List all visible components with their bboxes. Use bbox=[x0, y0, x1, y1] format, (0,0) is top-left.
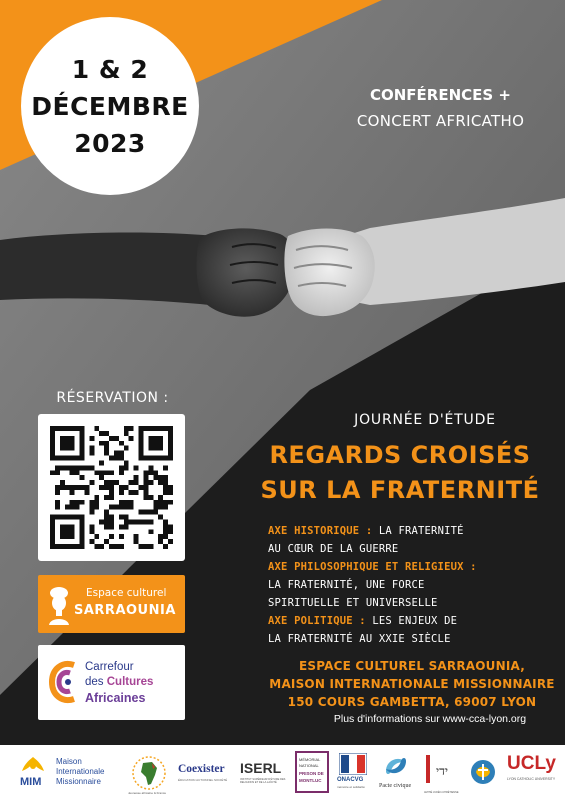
qr-module bbox=[94, 505, 99, 510]
qr-module bbox=[60, 524, 75, 539]
axis-value: AU CŒUR DE LA GUERRE bbox=[268, 543, 399, 555]
qr-module bbox=[124, 500, 129, 505]
qr-module bbox=[168, 485, 173, 490]
carrefour-line2 bbox=[85, 676, 153, 688]
qr-module bbox=[60, 436, 75, 451]
ucly-name: UCLy bbox=[507, 753, 556, 774]
qr-module bbox=[124, 431, 129, 436]
mim-line1: Maison bbox=[56, 757, 82, 766]
qr-module bbox=[114, 505, 119, 510]
qr-module bbox=[119, 456, 124, 461]
partner-cross-circle bbox=[468, 745, 498, 800]
headline-conferences: CONFÉRENCES + bbox=[369, 86, 511, 104]
qr-module bbox=[70, 485, 75, 490]
sarraounia-logo bbox=[38, 575, 185, 633]
event-title-line1: REGARDS CROISÉS bbox=[269, 441, 531, 469]
qr-module bbox=[143, 544, 148, 549]
qr-module bbox=[65, 485, 70, 490]
qr-module bbox=[89, 446, 94, 451]
qr-module bbox=[153, 470, 158, 475]
axis-line bbox=[268, 630, 558, 648]
ucly-sub: LYON CATHOLIC UNIVERSITY bbox=[507, 777, 556, 781]
qr-module bbox=[109, 534, 114, 539]
axis-line bbox=[268, 540, 558, 558]
qr-module bbox=[104, 519, 109, 524]
qr-module bbox=[139, 519, 144, 524]
qr-module bbox=[104, 524, 109, 529]
qr-module bbox=[119, 490, 124, 495]
qr-module bbox=[104, 431, 109, 436]
qr-module bbox=[129, 519, 134, 524]
iserl-sub: INSTITUT SUPÉRIEUR D'ÉTUDE DES RELIGIONS ET DE LA LAÏCITÉ bbox=[240, 778, 286, 785]
qr-module bbox=[104, 451, 109, 456]
axis-line bbox=[268, 594, 558, 612]
qr-module bbox=[143, 510, 148, 515]
qr-module bbox=[84, 490, 89, 495]
mim-line2: Internationale bbox=[56, 767, 105, 776]
amitie-logo-icon bbox=[424, 751, 462, 791]
qr-module bbox=[104, 485, 109, 490]
mim-line3: Missionnaire bbox=[56, 777, 101, 786]
qr-module bbox=[104, 480, 109, 485]
qr-module bbox=[148, 529, 153, 534]
axis-key: AXE POLITIQUE : bbox=[268, 615, 366, 627]
qr-module bbox=[119, 500, 124, 505]
qr-module bbox=[94, 426, 99, 431]
qr-module bbox=[99, 431, 104, 436]
qr-module bbox=[119, 515, 124, 520]
qr-module bbox=[55, 500, 60, 505]
qr-module bbox=[109, 495, 114, 500]
partner-pacte-civique bbox=[375, 745, 419, 800]
qr-module bbox=[114, 544, 119, 549]
qr-module bbox=[163, 485, 168, 490]
qr-module bbox=[153, 505, 158, 510]
qr-module bbox=[109, 436, 114, 441]
axis-line bbox=[268, 558, 558, 576]
qr-module bbox=[124, 426, 129, 431]
africa-map-icon bbox=[132, 755, 166, 791]
qr-module bbox=[143, 490, 148, 495]
qr-module bbox=[168, 500, 173, 505]
date-badge bbox=[21, 17, 199, 195]
jeunesse-text: Jeunesse africaine & France bbox=[128, 791, 167, 795]
qr-module bbox=[119, 534, 124, 539]
qr-module bbox=[119, 451, 124, 456]
partner-amitie bbox=[422, 745, 464, 800]
qr-module bbox=[60, 480, 65, 485]
sarraounia-line2: SARRAOUNIA bbox=[74, 603, 176, 618]
qr-module bbox=[70, 470, 75, 475]
pacte-civique-name: Pacte civique bbox=[379, 783, 412, 789]
qr-module bbox=[163, 529, 168, 534]
qr-module bbox=[99, 519, 104, 524]
qr-module bbox=[148, 436, 163, 451]
qr-module bbox=[129, 426, 134, 431]
qr-module bbox=[163, 500, 168, 505]
qr-module bbox=[134, 490, 139, 495]
qr-module bbox=[134, 465, 139, 470]
pacte-civique-icon bbox=[381, 751, 411, 781]
qr-module bbox=[89, 500, 94, 505]
qr-module bbox=[124, 465, 129, 470]
qr-module bbox=[163, 544, 168, 549]
qr-module bbox=[114, 456, 119, 461]
event-title bbox=[240, 438, 560, 508]
qr-module bbox=[109, 456, 114, 461]
partner-mim bbox=[18, 745, 118, 800]
qr-module bbox=[109, 490, 114, 495]
qr-module bbox=[129, 500, 134, 505]
onacvg-name: ONACVG bbox=[337, 777, 364, 783]
qr-module bbox=[158, 515, 163, 520]
qr-module bbox=[158, 534, 163, 539]
qr-module bbox=[129, 436, 134, 441]
qr-module bbox=[94, 534, 99, 539]
reservation-label: RÉSERVATION : bbox=[56, 390, 169, 406]
partner-ucly bbox=[503, 745, 561, 800]
date-days: 1 & 2 bbox=[71, 54, 149, 84]
qr-module bbox=[80, 485, 85, 490]
qr-module bbox=[158, 480, 163, 485]
qr-module bbox=[158, 539, 163, 544]
qr-module bbox=[94, 495, 99, 500]
qr-module bbox=[158, 475, 163, 480]
qr-module bbox=[75, 465, 80, 470]
carrefour-line2-b: Cultures bbox=[106, 676, 154, 688]
qr-module bbox=[143, 495, 148, 500]
event-headline bbox=[318, 82, 563, 134]
cross-globe-icon bbox=[470, 759, 496, 785]
qr-module bbox=[89, 510, 94, 515]
qr-module bbox=[153, 500, 158, 505]
qr-module bbox=[80, 465, 85, 470]
qr-module bbox=[134, 534, 139, 539]
sarraounia-line1: Espace culturel bbox=[86, 587, 167, 599]
qr-module bbox=[124, 515, 129, 520]
woman-head-icon bbox=[46, 585, 72, 625]
axis-value: SPIRITUELLE ET UNIVERSELLE bbox=[268, 597, 438, 609]
qr-module bbox=[114, 451, 119, 456]
qr-module bbox=[55, 470, 60, 475]
montluc-line2: NATIONAL bbox=[299, 763, 319, 768]
qr-module bbox=[129, 505, 134, 510]
qr-module bbox=[99, 475, 104, 480]
qr-module bbox=[109, 515, 114, 520]
qr-module bbox=[163, 505, 168, 510]
headline-concert: CONCERT AFRICATHO bbox=[356, 112, 525, 130]
coexister-sub: ÉDUCATION ACTIONNEL SOCIÉTÉ bbox=[178, 778, 228, 782]
axis-value: LA FRATERNITÉ AU XXIE SIÈCLE bbox=[268, 633, 451, 645]
qr-module bbox=[55, 485, 60, 490]
date-month: DÉCEMBRE bbox=[31, 91, 189, 121]
qr-module bbox=[129, 490, 134, 495]
qr-module bbox=[148, 544, 153, 549]
qr-module bbox=[89, 480, 94, 485]
qr-module bbox=[104, 446, 109, 451]
qr-module bbox=[148, 470, 153, 475]
qr-module bbox=[94, 544, 99, 549]
qr-module bbox=[134, 475, 139, 480]
axis-line bbox=[268, 612, 558, 630]
onacvg-logo-icon bbox=[339, 753, 367, 775]
qr-module bbox=[148, 480, 153, 485]
qr-module bbox=[65, 505, 70, 510]
qr-module bbox=[153, 510, 158, 515]
qr-module bbox=[75, 500, 80, 505]
venue-line3: 150 COURS GAMBETTA, 69007 LYON bbox=[287, 695, 537, 709]
qr-module bbox=[75, 470, 80, 475]
qr-module bbox=[124, 446, 129, 451]
partner-coexister bbox=[176, 745, 232, 800]
qr-module bbox=[55, 465, 60, 470]
qr-module bbox=[124, 460, 129, 465]
event-axes bbox=[268, 522, 558, 648]
qr-module bbox=[129, 480, 134, 485]
qr-module bbox=[75, 505, 80, 510]
montluc-line3: PRISON DE bbox=[299, 771, 324, 776]
qr-module bbox=[124, 519, 129, 524]
montluc-line4: MONTLUC bbox=[299, 778, 322, 783]
qr-module bbox=[119, 544, 124, 549]
qr-module bbox=[148, 510, 153, 515]
qr-module bbox=[163, 534, 168, 539]
svg-text:ידי: ידי bbox=[436, 764, 449, 778]
venue-line2: MAISON INTERNATIONALE MISSIONNAIRE bbox=[269, 677, 555, 691]
qr-module bbox=[119, 505, 124, 510]
qr-module bbox=[124, 485, 129, 490]
carrefour-line3: Africaines bbox=[85, 691, 146, 705]
qr-module bbox=[148, 495, 153, 500]
qr-module bbox=[70, 500, 75, 505]
more-info-link[interactable]: Plus d'informations sur www-cca-lyon.org bbox=[333, 713, 527, 725]
qr-module bbox=[124, 524, 129, 529]
qr-module bbox=[158, 505, 163, 510]
montluc-line1: MÉMORIAL bbox=[299, 757, 321, 762]
qr-module bbox=[114, 436, 119, 441]
qr-module bbox=[148, 465, 153, 470]
qr-module bbox=[158, 495, 163, 500]
onacvg-sub: mémoire et solidarité bbox=[337, 785, 365, 789]
qr-module bbox=[55, 490, 60, 495]
qr-module bbox=[60, 465, 65, 470]
qr-module bbox=[168, 529, 173, 534]
axis-line bbox=[268, 576, 558, 594]
qr-module bbox=[153, 475, 158, 480]
qr-module bbox=[94, 500, 99, 505]
iserl-name: ISERL bbox=[240, 760, 282, 776]
event-venue bbox=[262, 657, 562, 711]
carrefour-mark-icon bbox=[48, 659, 78, 705]
qr-module bbox=[143, 475, 148, 480]
axis-value: LES ENJEUX DE bbox=[365, 615, 458, 627]
qr-module bbox=[168, 539, 173, 544]
axis-value: LA FRATERNITÉ bbox=[372, 525, 464, 537]
qr-module bbox=[119, 485, 124, 490]
axis-value: LA FRATERNITÉ, UNE FORCE bbox=[268, 579, 425, 591]
qr-module bbox=[80, 475, 85, 480]
qr-module bbox=[104, 510, 109, 515]
carrefour-logo bbox=[38, 645, 185, 720]
amitie-name: AMITIÉ JUDÉO-CHRÉTIENNE bbox=[424, 791, 459, 794]
qr-code-graphic bbox=[50, 426, 173, 549]
qr-module bbox=[109, 519, 114, 524]
qr-module bbox=[104, 441, 109, 446]
reservation-qr-code[interactable] bbox=[38, 414, 185, 561]
qr-module bbox=[89, 451, 94, 456]
qr-module bbox=[70, 465, 75, 470]
qr-module bbox=[75, 485, 80, 490]
axis-key: AXE HISTORIQUE : bbox=[268, 525, 373, 537]
qr-module bbox=[60, 485, 65, 490]
qr-module bbox=[143, 519, 148, 524]
qr-module bbox=[50, 470, 55, 475]
qr-module bbox=[99, 441, 104, 446]
qr-module bbox=[89, 539, 94, 544]
qr-module bbox=[89, 465, 94, 470]
carrefour-line2-a: des bbox=[85, 676, 107, 688]
axis-key: AXE PHILOSOPHIQUE ET RELIGIEUX : bbox=[268, 561, 477, 573]
qr-module bbox=[168, 490, 173, 495]
qr-module bbox=[163, 465, 168, 470]
qr-module bbox=[109, 505, 114, 510]
partner-onacvg bbox=[335, 745, 371, 800]
qr-module bbox=[163, 490, 168, 495]
partner-iserl bbox=[238, 745, 290, 800]
qr-module bbox=[104, 495, 109, 500]
event-title-line2: SUR LA FRATERNITÉ bbox=[260, 476, 540, 504]
qr-module bbox=[119, 441, 124, 446]
qr-module bbox=[70, 505, 75, 510]
qr-module bbox=[104, 539, 109, 544]
qr-module bbox=[99, 460, 104, 465]
qr-module bbox=[124, 505, 129, 510]
qr-module bbox=[99, 544, 104, 549]
qr-module bbox=[89, 524, 94, 529]
qr-module bbox=[139, 544, 144, 549]
qr-module bbox=[163, 480, 168, 485]
qr-module bbox=[163, 519, 168, 524]
qr-module bbox=[55, 505, 60, 510]
venue-line1: ESPACE CULTUREL SARRAOUNIA, bbox=[298, 659, 526, 673]
qr-module bbox=[168, 524, 173, 529]
qr-module bbox=[109, 480, 114, 485]
qr-module bbox=[84, 465, 89, 470]
qr-module bbox=[109, 470, 114, 475]
qr-module bbox=[148, 519, 153, 524]
partner-montluc bbox=[293, 745, 331, 800]
qr-module bbox=[99, 485, 104, 490]
qr-module bbox=[84, 485, 89, 490]
qr-module bbox=[109, 485, 114, 490]
axis-line bbox=[268, 522, 558, 540]
qr-module bbox=[104, 515, 109, 520]
qr-module bbox=[109, 524, 114, 529]
qr-module bbox=[104, 470, 109, 475]
qr-module bbox=[134, 519, 139, 524]
qr-module bbox=[139, 485, 144, 490]
qr-module bbox=[114, 480, 119, 485]
qr-module bbox=[99, 470, 104, 475]
coexister-name: Coexister bbox=[178, 763, 225, 775]
qr-module bbox=[163, 524, 168, 529]
qr-module bbox=[65, 465, 70, 470]
qr-module bbox=[163, 475, 168, 480]
qr-module bbox=[89, 529, 94, 534]
partner-logos-bar bbox=[0, 745, 565, 800]
qr-module bbox=[70, 490, 75, 495]
qr-module bbox=[119, 470, 124, 475]
qr-module bbox=[134, 539, 139, 544]
mim-abbr: MIM bbox=[20, 776, 42, 788]
qr-module bbox=[89, 436, 94, 441]
qr-module bbox=[134, 480, 139, 485]
qr-module bbox=[119, 465, 124, 470]
qr-module bbox=[139, 510, 144, 515]
carrefour-line1: Carrefour bbox=[85, 661, 134, 673]
date-year: 2023 bbox=[74, 128, 146, 158]
qr-module bbox=[143, 485, 148, 490]
qr-module bbox=[109, 544, 114, 549]
qr-module bbox=[143, 480, 148, 485]
event-kicker: JOURNÉE D'ÉTUDE bbox=[354, 412, 496, 428]
qr-module bbox=[94, 470, 99, 475]
qr-module bbox=[143, 470, 148, 475]
qr-module bbox=[80, 500, 85, 505]
qr-module bbox=[89, 505, 94, 510]
qr-module bbox=[158, 500, 163, 505]
qr-module bbox=[119, 524, 124, 529]
partner-jeunesse-africaine bbox=[128, 745, 168, 800]
